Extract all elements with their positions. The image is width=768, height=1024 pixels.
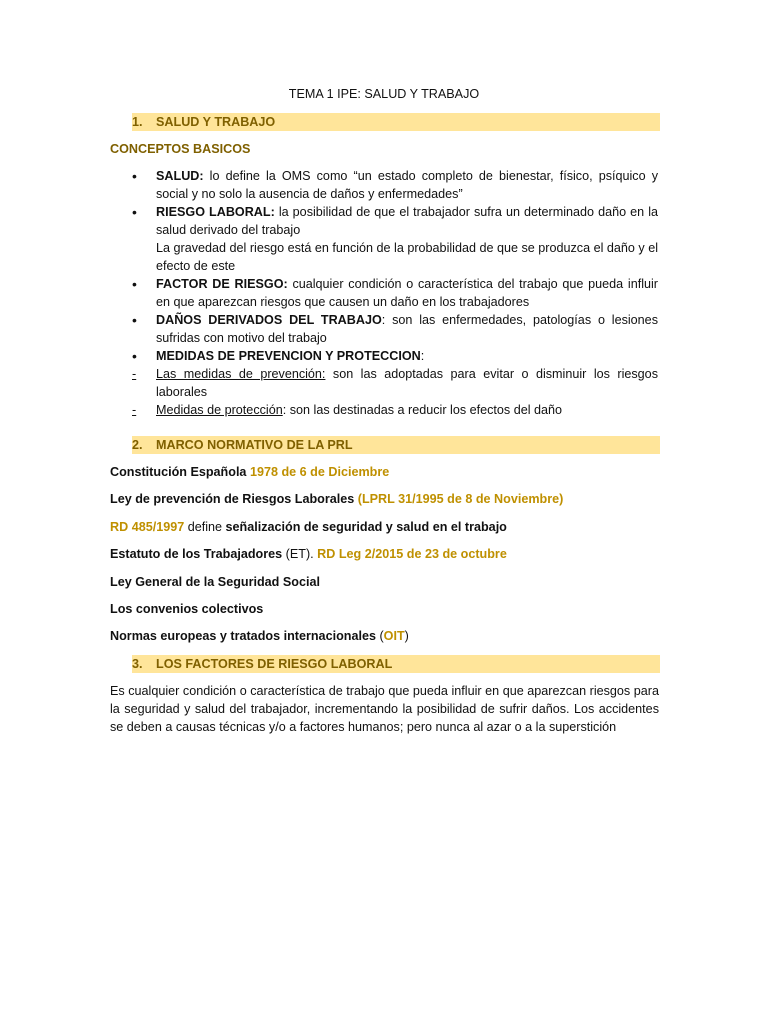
norma-rd-subject: señalización de seguridad y salud en el trabajo — [225, 520, 507, 534]
norma-lprl-name: Ley de prevención de Riesgos Laborales — [110, 492, 355, 506]
dash-prevencion — [156, 365, 658, 401]
norma-constitucion-date: 1978 de 6 de Diciembre — [246, 465, 390, 479]
norma-rd — [110, 518, 507, 536]
norma-estatuto-ref: RD Leg 2/2015 de 23 de octubre — [317, 547, 507, 561]
bullet-marker: • — [132, 168, 137, 184]
section-1-heading — [132, 113, 660, 131]
bullet-salud-term: SALUD: — [156, 169, 204, 183]
bullet-factor-term: FACTOR DE RIESGO: — [156, 277, 288, 291]
bullet-riesgo — [156, 203, 658, 275]
norma-seguridad-social: Ley General de la Seguridad Social — [110, 575, 320, 589]
bullet-salud — [156, 167, 658, 203]
section-2-title: MARCO NORMATIVO DE LA PRL — [156, 438, 353, 452]
norma-europeas — [110, 627, 409, 645]
bullet-riesgo-extra: La gravedad del riesgo está en función de la probabilidad de que se produzca el daño y el efecto de este — [156, 241, 659, 273]
section-2-heading — [132, 436, 660, 454]
norma-convenios: Los convenios colectivos — [110, 602, 264, 616]
norma-rd-verb: define — [184, 520, 226, 534]
bullet-danos — [156, 311, 658, 347]
bullet-danos-term: DAÑOS DERIVADOS DEL TRABAJO — [156, 313, 382, 327]
dash-proteccion-text: : son las destinadas a reducir los efectos del daño — [282, 403, 563, 417]
norma-estatuto-name: Estatuto de los Trabajadores — [110, 547, 283, 561]
section-3-title: LOS FACTORES DE RIESGO LABORAL — [156, 657, 393, 671]
dash-marker: - — [132, 367, 137, 381]
dash-proteccion — [156, 401, 658, 419]
norma-lprl — [110, 490, 563, 508]
dash-prevencion-term: Las medidas de prevención: — [156, 367, 326, 381]
dash-marker: - — [132, 403, 137, 417]
bullet-factor — [156, 275, 658, 311]
bullet-marker: • — [132, 276, 137, 292]
section-3-paragraph: Es cualquier condición o característica de trabajo que pueda influir en que aparezcan riesgos para la seguridad y salud del trabajador, incrementando la posibilidad de sufrir daños. Los accidentes se deben a causas técnicas y/o a factores humanos; pero nunca al azar o a la superstición — [110, 684, 659, 734]
norma-constitucion-name: Constitución Española — [110, 465, 247, 479]
norma-estatuto-abbr: (ET). — [282, 547, 318, 561]
norma-europeas-oit: OIT — [383, 629, 405, 643]
norma-lprl-ref: (LPRL 31/1995 de 8 de Noviembre) — [354, 492, 564, 506]
section-1-title: SALUD Y TRABAJO — [156, 115, 276, 129]
bullet-salud-text: lo define la OMS como “un estado completo de bienestar, físico, psíquico y social y no solo la ausencia de daños y enfermedades” — [156, 169, 658, 201]
norma-estatuto — [110, 545, 507, 563]
norma-constitucion — [110, 463, 389, 481]
paren-close: ) — [404, 629, 409, 643]
bullet-medidas — [156, 347, 658, 365]
bullet-medidas-term: MEDIDAS DE PREVENCION Y PROTECCION — [156, 349, 421, 363]
norma-rd-ref: RD 485/1997 — [110, 520, 185, 534]
section-1-number: 1. — [132, 115, 143, 129]
bullet-riesgo-term: RIESGO LABORAL: — [156, 205, 275, 219]
section-3-number: 3. — [132, 657, 143, 671]
norma-europeas-name: Normas europeas y tratados internacionales — [110, 629, 376, 643]
dash-prevencion-text: son las adoptadas para evitar o disminuir los riesgos laborales — [156, 367, 658, 399]
section-3-heading — [132, 655, 660, 673]
bullet-factor-text: cualquier condición o característica del trabajo que pueda influir en que aparezcan riesgos que causen un daño en los trabajadores — [156, 277, 659, 309]
bullet-danos-text: : son las enfermedades, patologías o lesiones sufridas con motivo del trabajo — [156, 313, 658, 345]
section-2-number: 2. — [132, 438, 143, 452]
bullet-marker: • — [132, 348, 137, 364]
bullet-marker: • — [132, 204, 137, 220]
bullet-medidas-text: : — [420, 349, 425, 363]
bullet-marker: • — [132, 312, 137, 328]
conceptos-heading: CONCEPTOS BASICOS — [110, 142, 251, 156]
bullet-riesgo-text: la posibilidad de que el trabajador sufra un determinado daño en la salud derivado del trabajo — [156, 205, 658, 237]
dash-proteccion-term: Medidas de protección — [156, 403, 283, 417]
paren-open: ( — [375, 629, 384, 643]
document-title: TEMA 1 IPE: SALUD Y TRABAJO — [288, 87, 480, 101]
